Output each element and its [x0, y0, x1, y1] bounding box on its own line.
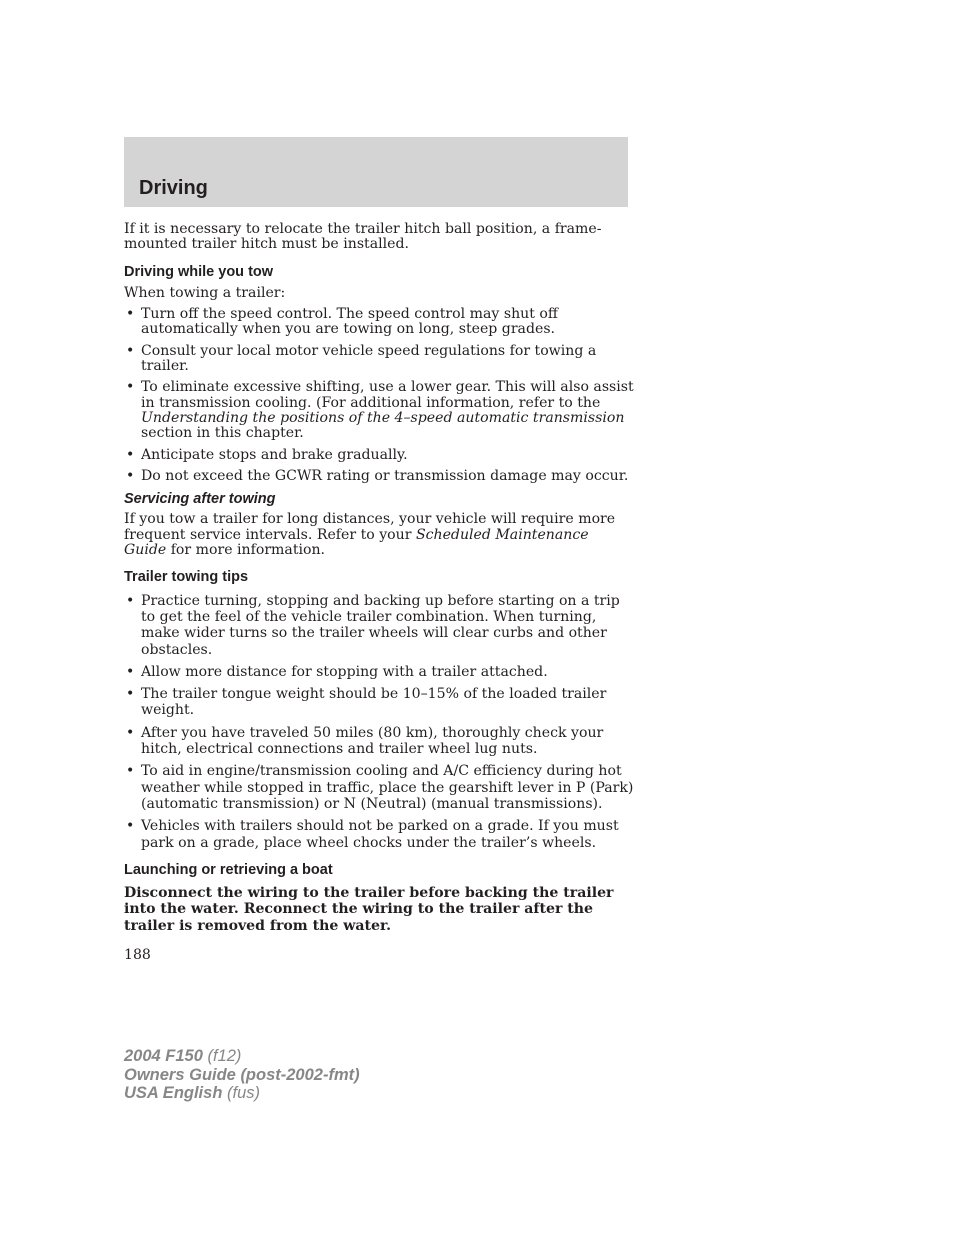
document-footer	[124, 1047, 360, 1103]
servicing-paragraph: If you tow a trailer for long distances, your vehicle will require more frequent service intervals. Refer to your Scheduled Maintenance Guide for more information.	[124, 511, 616, 559]
towing-bullet-list	[124, 307, 634, 484]
list-item: • To eliminate excessive shifting, use a lower gear. This will also assist in transmission cooling. (For additional information, refer to the Understanding the positions of the 4–speed automatic transmission section in this chapter.	[124, 380, 634, 441]
boat-warning-text: Disconnect the wiring to the trailer before backing the trailer into the water. Reconnect the wiring to the trailer after the trailer is removed from the water.	[124, 885, 614, 934]
page-number: 188	[124, 946, 151, 963]
towing-lead-text: When towing a trailer:	[124, 284, 286, 301]
list-item: • The trailer tongue weight should be 10–15% of the loaded trailer weight.	[124, 686, 634, 719]
intro-paragraph: If it is necessary to relocate the trailer hitch ball position, a frame-mounted trailer hitch must be installed.	[124, 221, 602, 253]
list-item: • Vehicles with trailers should not be parked on a grade. If you must park on a grade, place wheel chocks under the trailer’s wheels.	[124, 818, 634, 851]
list-item: • To aid in engine/transmission cooling and A/C efficiency during hot weather while stopped in traffic, place the gearshift lever in P (Park) (automatic transmission) or N (Neutral) (manual transmissions).	[124, 763, 634, 812]
section-header-band	[124, 137, 628, 207]
footer-line-language: USA English (fus)	[124, 1084, 260, 1102]
list-item: • Turn off the speed control. The speed control may shut off automatically when you are towing on long, steep grades.	[124, 307, 634, 338]
servicing-after-towing-heading: Servicing after towing	[124, 491, 276, 508]
list-item: • Practice turning, stopping and backing up before starting on a trip to get the feel of the vehicle trailer combination. When turning, make wider turns so the trailer wheels will clear curbs and other obstacles.	[124, 593, 634, 658]
driving-while-you-tow-heading: Driving while you tow	[124, 263, 274, 280]
list-item: • Do not exceed the GCWR rating or transmission damage may occur.	[124, 469, 634, 484]
tips-bullet-list	[124, 593, 634, 851]
trailer-towing-tips-heading: Trailer towing tips	[124, 569, 249, 586]
list-item: • Allow more distance for stopping with a trailer attached.	[124, 664, 634, 680]
list-item: • Consult your local motor vehicle speed regulations for towing a trailer.	[124, 344, 634, 375]
list-item: • Anticipate stops and brake gradually.	[124, 448, 634, 463]
launching-boat-heading: Launching or retrieving a boat	[124, 861, 333, 878]
footer-line-model: 2004 F150 (f12)	[124, 1047, 242, 1065]
list-item: • After you have traveled 50 miles (80 km), thoroughly check your hitch, electrical connections and trailer wheel lug nuts.	[124, 725, 634, 758]
section-title: Driving	[139, 177, 208, 199]
page-content	[124, 222, 634, 963]
footer-line-guide: Owners Guide (post-2002-fmt)	[124, 1065, 360, 1084]
